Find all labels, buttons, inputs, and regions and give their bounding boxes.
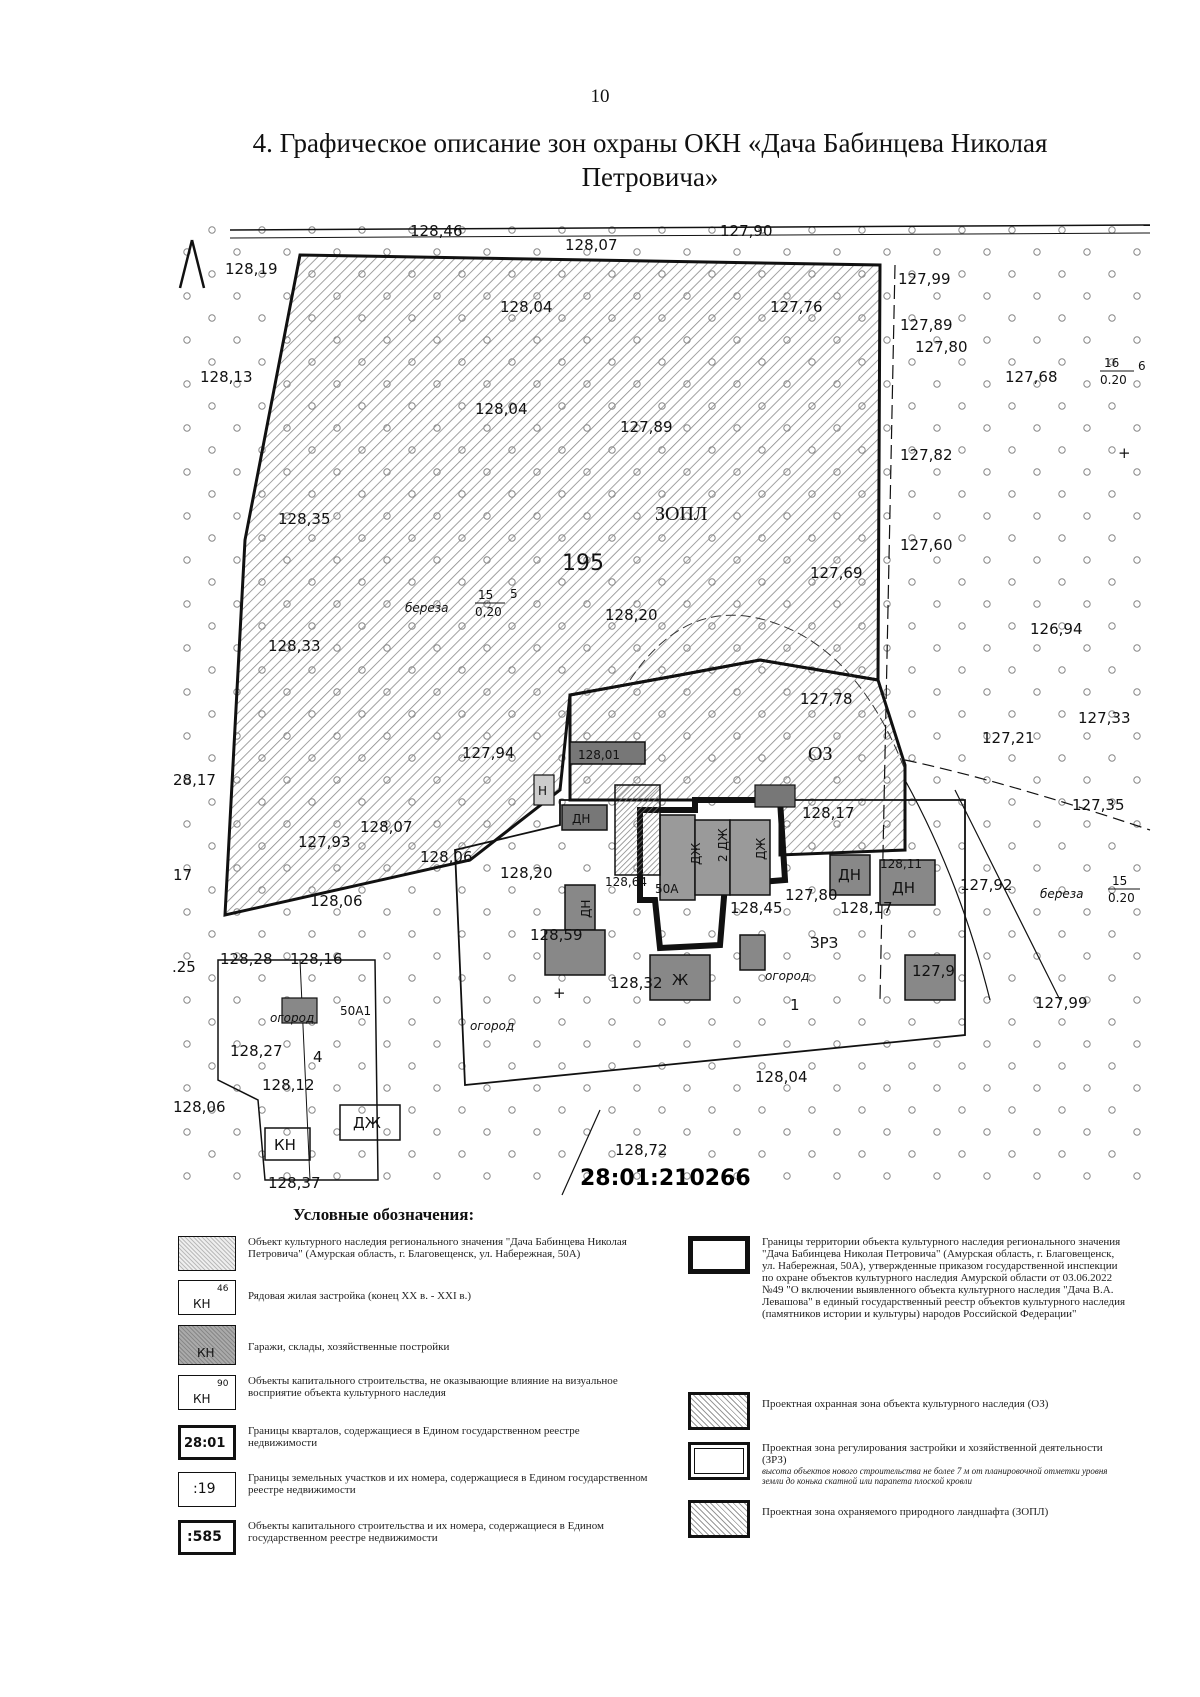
- elevation-label: 128,27: [230, 1042, 283, 1060]
- building-label: Ж: [672, 971, 689, 989]
- elevation-label: 128,35: [278, 510, 331, 528]
- elevation-label: 127,90: [720, 222, 773, 240]
- legend-subtext: высота объектов нового строительства не более 7 м от планировочной отметки уровня земли до конька скатной или парапета плоской кровли: [762, 1466, 1108, 1486]
- legend-symbol-quarters: 28:01: [178, 1425, 236, 1460]
- cross-marker-icon: +: [1118, 444, 1131, 462]
- elevation-label: 128,45: [730, 899, 783, 917]
- elevation-label: 128,04: [475, 400, 528, 418]
- tree-label: 0.20: [1100, 373, 1127, 387]
- elevation-label: 127,80: [785, 886, 838, 904]
- zone-label-oz: ОЗ: [808, 743, 833, 765]
- cross-marker-icon: +: [553, 984, 566, 1002]
- elevation-label: 128,33: [268, 637, 321, 655]
- elevation-label: 127,94: [462, 744, 515, 762]
- legend-item-quarters: [178, 1425, 648, 1460]
- legend-symbol-capital: КН 90: [178, 1375, 236, 1410]
- building-small-roof: [755, 785, 795, 807]
- tree-label: 15: [1112, 874, 1128, 888]
- elevation-label: 128,72: [615, 1141, 668, 1159]
- elevation-label: 128,07: [565, 236, 618, 254]
- legend-text: Границы территории объекта культурного наследия регионального значения "Дача Бабинцева Николая Петровича" (Амурская область, г. Благовещенск, ул. Набережная, 50А), утвержденные приказом государственной инспекции по охране объектов культурного наследия Амурской области от 03.06.2022 №49 "О включении выявленного объекта культурного наследия "Дача В.А. Левашова" в единый государственный реестр объектов культурного наследия (памятников истории и культуры) народов Российской Федерации": [762, 1236, 1126, 1320]
- legend-text: Объекты капитального строительства, не оказывающие влияние на визуальное восприятие объекта культурного наследия: [248, 1375, 618, 1399]
- legend-text: Проектная зона регулирования застройки и хозяйственной деятельности (ЗРЗ): [762, 1442, 1103, 1466]
- elevation-label: 17: [173, 866, 193, 884]
- elevation-label: 127,69: [810, 564, 863, 582]
- legend-symbol-zopl: [688, 1500, 750, 1538]
- elevation-label: 128,06: [310, 892, 363, 910]
- elevation-label: 128,28: [220, 950, 273, 968]
- legend-text: Рядовая жилая застройка (конец XX в. - XXI в.): [248, 1290, 472, 1302]
- legend-symbol-land: :19: [178, 1472, 236, 1507]
- legend-item-zopl: [688, 1500, 1128, 1538]
- elevation-label: 127,89: [900, 316, 953, 334]
- tree-label: 16: [1104, 356, 1120, 370]
- elevation-label: 127,92: [960, 876, 1013, 894]
- elevation-label: 128,04: [755, 1068, 808, 1086]
- tree-label: 5: [510, 587, 518, 601]
- legend-item-okn: [178, 1236, 648, 1271]
- elevation-label: .25: [172, 958, 196, 976]
- legend-item-land: [178, 1472, 648, 1507]
- elevation-label: 127,76: [770, 298, 823, 316]
- legend-symbol-oks: :585: [178, 1520, 236, 1555]
- building-label: ДЖ: [353, 1114, 381, 1132]
- elevation-label: 128,32: [610, 974, 663, 992]
- elevation-label: 128,16: [290, 950, 343, 968]
- elevation-label: 128,04: [500, 298, 553, 316]
- building-label: Н: [538, 784, 548, 798]
- parcel-number: 4: [313, 1048, 323, 1066]
- legend-symbol-garages: КН: [178, 1325, 236, 1365]
- tree-label: 15: [478, 588, 494, 602]
- legend-text: Проектная охранная зона объекта культурного наследия (ОЗ): [762, 1398, 1049, 1410]
- elevation-label: 128,01: [578, 748, 620, 762]
- legend-item-residential: [178, 1280, 648, 1315]
- elevation-label: 126,94: [1030, 620, 1083, 638]
- legend-symbol-territory: [688, 1236, 750, 1274]
- legend-symbol-zrz: [688, 1442, 750, 1480]
- legend-item-territory: [688, 1236, 1128, 1320]
- cadastral-quarter-number: 28:01:210266: [580, 1166, 751, 1191]
- building-label: ДЖ: [689, 842, 703, 865]
- legend-item-capital: [178, 1375, 648, 1410]
- elevation-label: 127,82: [900, 446, 953, 464]
- elevation-label: 128,20: [500, 864, 553, 882]
- garden-label: огород: [270, 1011, 315, 1025]
- elevation-label: 127,89: [620, 418, 673, 436]
- building-label: 50А1: [340, 1004, 372, 1018]
- legend-item-garages: [178, 1325, 648, 1365]
- legend-text-group: [762, 1442, 1128, 1486]
- elevation-label: 128,37: [268, 1174, 321, 1192]
- elevation-label: 128,59: [530, 926, 583, 944]
- parcel-number: 195: [562, 551, 604, 576]
- elevation-label: 128,12: [262, 1076, 315, 1094]
- zone-label-zrz: ЗРЗ: [810, 934, 839, 952]
- tree-label: береза: [1040, 887, 1084, 901]
- building-label: ДН: [892, 879, 915, 897]
- zone-label-zopl: ЗОПЛ: [655, 503, 708, 525]
- elevation-label: 128,19: [225, 260, 278, 278]
- legend-item-oks: [178, 1520, 648, 1555]
- legend-text: Границы кварталов, содержащиеся в Едином государственном реестре недвижимости: [248, 1425, 580, 1449]
- legend-symbol-oz: [688, 1392, 750, 1430]
- elevation-label: 128,06: [173, 1098, 226, 1116]
- elevation-label: 128,07: [360, 818, 413, 836]
- building-label: КН: [274, 1136, 296, 1154]
- elevation-label: 127,99: [1035, 994, 1088, 1012]
- garden-label: огород: [470, 1019, 515, 1033]
- elevation-label: 128,11: [880, 857, 922, 871]
- elevation-label: 127,93: [298, 833, 351, 851]
- legend-text: Гаражи, склады, хозяйственные постройки: [248, 1341, 450, 1353]
- tree-label: 0,20: [475, 605, 502, 619]
- building-label: ДЖ: [754, 837, 768, 860]
- legend-symbol-residential: КН 46: [178, 1280, 236, 1315]
- legend-item-zrz: [688, 1442, 1128, 1486]
- elevation-label: 128,17: [840, 899, 893, 917]
- legend-text: Объекты капитального строительства и их номера, содержащиеся в Едином государственном реестре недвижимости: [248, 1520, 604, 1544]
- elevation-label: 28,17: [173, 771, 216, 789]
- elevation-label: 127,78: [800, 690, 853, 708]
- elevation-label: 128,13: [200, 368, 253, 386]
- building-label: 2 ДЖ: [716, 828, 730, 862]
- legend-text: Объект культурного наследия регионального значения "Дача Бабинцева Николая Петровича" (Амурская область, г. Благовещенск, ул. Набережная, 50А): [248, 1236, 627, 1260]
- elevation-label: 127,33: [1078, 709, 1131, 727]
- building-label: ДН: [579, 899, 593, 918]
- garden-label: огород: [765, 969, 810, 983]
- tree-label: 0.20: [1108, 891, 1135, 905]
- elevation-label: 127,35: [1072, 796, 1125, 814]
- elevation-label: 127,9: [912, 962, 955, 980]
- parcel-number: 1: [790, 996, 800, 1014]
- legend-text: Границы земельных участков и их номера, содержащиеся в Едином государственном реестре недвижимости: [248, 1472, 648, 1496]
- page-title: 4. Графическое описание зон охраны ОКН «Дача Бабинцева Николая Петровича»: [252, 128, 1048, 192]
- elevation-label: 128,20: [605, 606, 658, 624]
- legend-text: Проектная зона охраняемого природного ландшафта (ЗОПЛ): [762, 1506, 1049, 1518]
- legend-symbol-okn: [178, 1236, 236, 1271]
- elevation-label: 128,46: [410, 222, 463, 240]
- tree-label: береза: [405, 601, 449, 615]
- legend-title: Условные обозначения:: [293, 1205, 475, 1224]
- address-label: 50А: [655, 882, 679, 896]
- building-label: ДН: [838, 866, 861, 884]
- elevation-label: 128,06: [420, 848, 473, 866]
- page-number: 10: [590, 86, 610, 107]
- building-shed2: [740, 935, 765, 970]
- elevation-label: 127,99: [898, 270, 951, 288]
- building-okn: [615, 785, 660, 875]
- elevation-label: 127,80: [915, 338, 968, 356]
- elevation-label: 128,64: [605, 875, 647, 889]
- elevation-label: 128,17: [802, 804, 855, 822]
- elevation-label: 127,21: [982, 729, 1035, 747]
- elevation-label: 127,60: [900, 536, 953, 554]
- tree-label: 6: [1138, 359, 1146, 373]
- building-label: ДН: [572, 812, 591, 826]
- legend-item-oz: [688, 1392, 1128, 1430]
- elevation-label: 127,68: [1005, 368, 1058, 386]
